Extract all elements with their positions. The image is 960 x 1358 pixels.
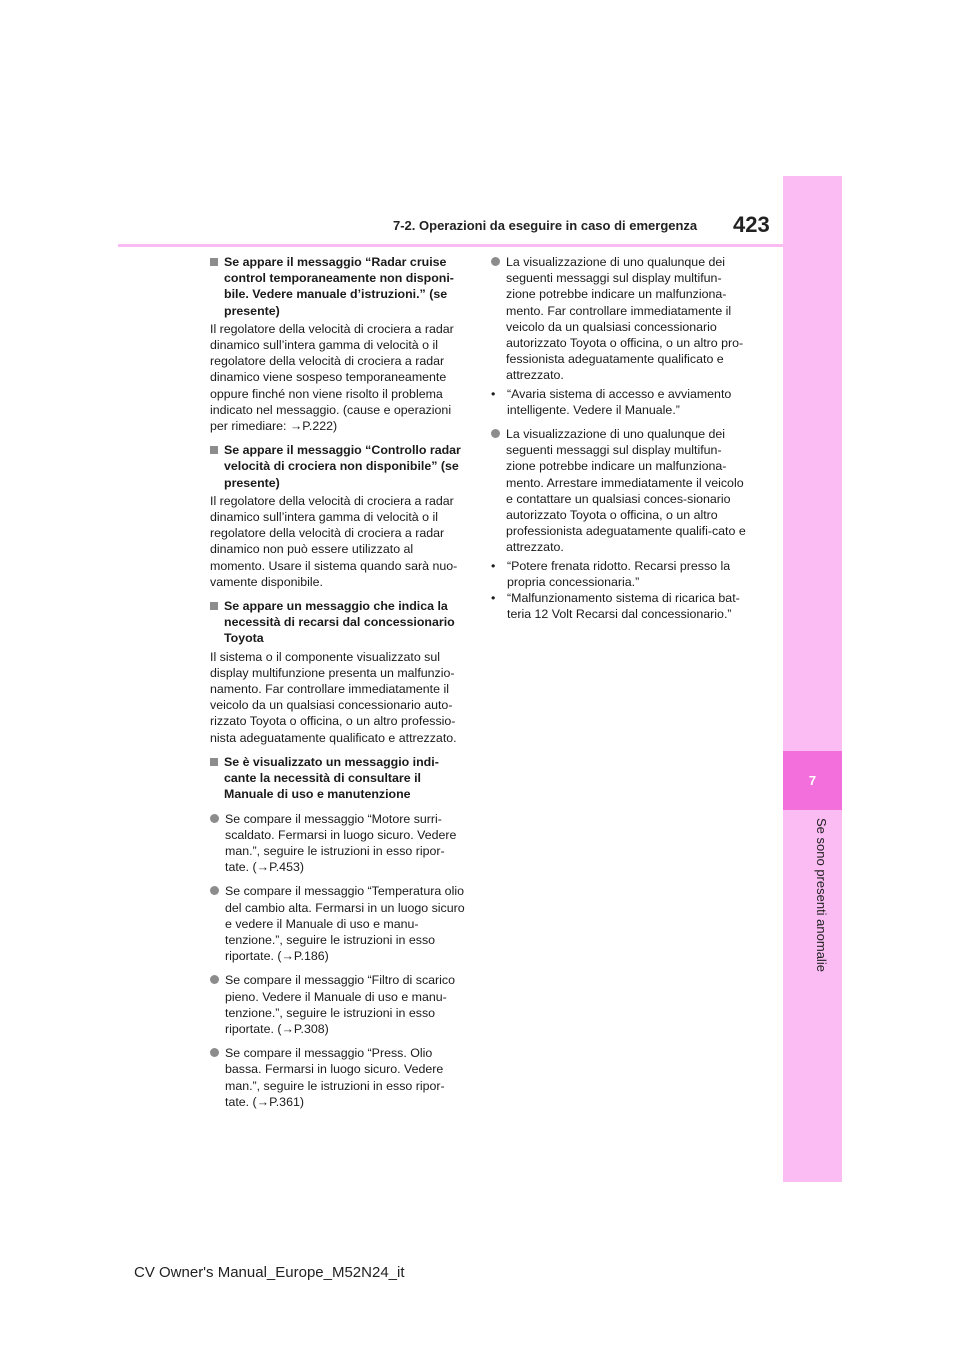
square-bullet-icon	[210, 758, 218, 766]
sub-list-item-text: “Potere frenata ridotto. Recarsi presso la propria concessionaria.”	[507, 558, 731, 589]
paragraph: Il regolatore della velocità di crociera a radar dinamico sull’intera gamma di velocità o il regolatore della velocità di crociera a radar dinamico viene sospeso temporaneamente oppure finché non viene risolto il problema indicato nel messaggio. (cause e operazioni per rimediare: →P.222)	[210, 321, 454, 434]
heading-manual	[210, 754, 468, 803]
header-rule	[118, 244, 783, 247]
list-item-text: Se compare il messaggio “Motore surri-scaldato. Fermarsi in luogo sicuro. Vedere man.”, seguire le istruzioni in esso ripor-tate. (→P.453)	[225, 811, 457, 875]
sub-list-item	[491, 590, 749, 622]
heading-dealer	[210, 598, 468, 647]
list-item	[491, 254, 749, 384]
section-title: 7-2. Operazioni da eseguire in caso di emergenza	[393, 218, 698, 233]
square-bullet-icon	[210, 446, 218, 454]
sub-list	[491, 386, 749, 418]
circle-bullet-icon	[210, 1048, 219, 1057]
square-bullet-icon	[210, 258, 218, 266]
sub-bullet-mark: •	[491, 558, 496, 573]
circle-bullet-icon	[210, 886, 219, 895]
square-bullet-icon	[210, 602, 218, 610]
left-column	[210, 254, 468, 1118]
list-item	[210, 811, 468, 876]
circle-bullet-icon	[210, 975, 219, 984]
footer-manual-id: CV Owner's Manual_Europe_M52N24_it	[134, 1264, 405, 1281]
sub-list-item-text: “Avaria sistema di accesso e avviamento intelligente. Vedere il Manuale.”	[507, 386, 732, 417]
heading-text: Se appare un messaggio che indica la necessità di recarsi dal concessionario Toyota	[224, 599, 455, 646]
right-column	[491, 254, 749, 630]
list-item	[491, 426, 749, 556]
sub-list-item	[491, 386, 749, 418]
list-item	[210, 972, 468, 1037]
circle-bullet-icon	[210, 814, 219, 823]
list-item-text: Se compare il messaggio “Temperatura olio del cambio alta. Fermarsi in un luogo sicuro e vedere il Manuale di uso e manu-tenzione.”, seguire le istruzioni in esso riportate. (→P.186)	[225, 884, 465, 964]
list-item	[210, 1045, 468, 1110]
circle-bullet-icon	[491, 429, 500, 438]
heading-text: Se è visualizzato un messaggio indi-cante la necessità di consultare il Manuale di uso e manutenzione	[224, 754, 439, 802]
circle-bullet-icon	[491, 257, 500, 266]
heading-text: Se appare il messaggio “Controllo radar velocità di crociera non disponibile” (se presente)	[224, 443, 461, 490]
sub-list-item-text: “Malfunzionamento sistema di ricarica bat-teria 12 Volt Recarsi dal concessionario.”	[507, 591, 740, 622]
heading-text: Se appare il messaggio “Radar cruise control temporaneamente non disponi-bile. Vedere manuale d’istruzioni.” (se presente)	[224, 255, 454, 318]
chapter-side-tab	[783, 176, 842, 1182]
list-item-text: La visualizzazione di uno qualunque dei seguenti messaggi sul display multifun-zione potrebbe indicare un malfunziona-mento. Arrestare immediatamente il veicolo e contattare un qualsiasi conces-sionario autorizzato Toyota o officina, o un altro professionista adeguatamente qualifi-cato e attrezzato.	[506, 427, 746, 555]
paragraph: Il sistema o il componente visualizzato sul display multifunzione presenta un malfunzio-namento. Far controllare immediatamente il veicolo da un qualsiasi concessionario auto-rizzato Toyota o officina, o un altro professio-nista adeguatamente qualificato e attrezzato.	[210, 649, 457, 745]
paragraph: Il regolatore della velocità di crociera a radar dinamico sull’intera gamma di velocità o il regolatore della velocità di crociera a radar dinamico non può essere utilizzato al momento. Usare il sistema quando sarà nuo-vamente disponibile.	[210, 493, 458, 589]
heading-radar-control	[210, 442, 468, 491]
sub-bullet-mark: •	[491, 386, 496, 401]
page-number: 423	[733, 212, 770, 237]
heading-radar-cruise	[210, 254, 468, 319]
list-item-text: Se compare il messaggio “Filtro di scarico pieno. Vedere il Manuale di uso e manu-tenzione.”, seguire le istruzioni in esso riportate. (→P.308)	[225, 973, 455, 1036]
sub-bullet-mark: •	[491, 591, 496, 606]
list-item-text: Se compare il messaggio “Press. Olio bassa. Fermarsi in luogo sicuro. Vedere man.”, seguire le istruzioni in esso ripor-tate. (→P.361)	[225, 1046, 445, 1109]
chapter-number-tab[interactable]: 7	[783, 751, 842, 810]
sub-list	[491, 558, 749, 623]
list-item-text: La visualizzazione di uno qualunque dei seguenti messaggi sul display multifun-zione potrebbe indicare un malfunziona-mento. Far controllare immediatamente il veicolo da un qualsiasi concessionario autorizzato Toyota o officina, o un altro pro-fessionista adeguatamente qualificato e attrezzato.	[506, 255, 744, 383]
chapter-label: Se sono presenti anomalie	[814, 818, 829, 972]
sub-list-item	[491, 558, 749, 590]
list-item	[210, 883, 468, 964]
